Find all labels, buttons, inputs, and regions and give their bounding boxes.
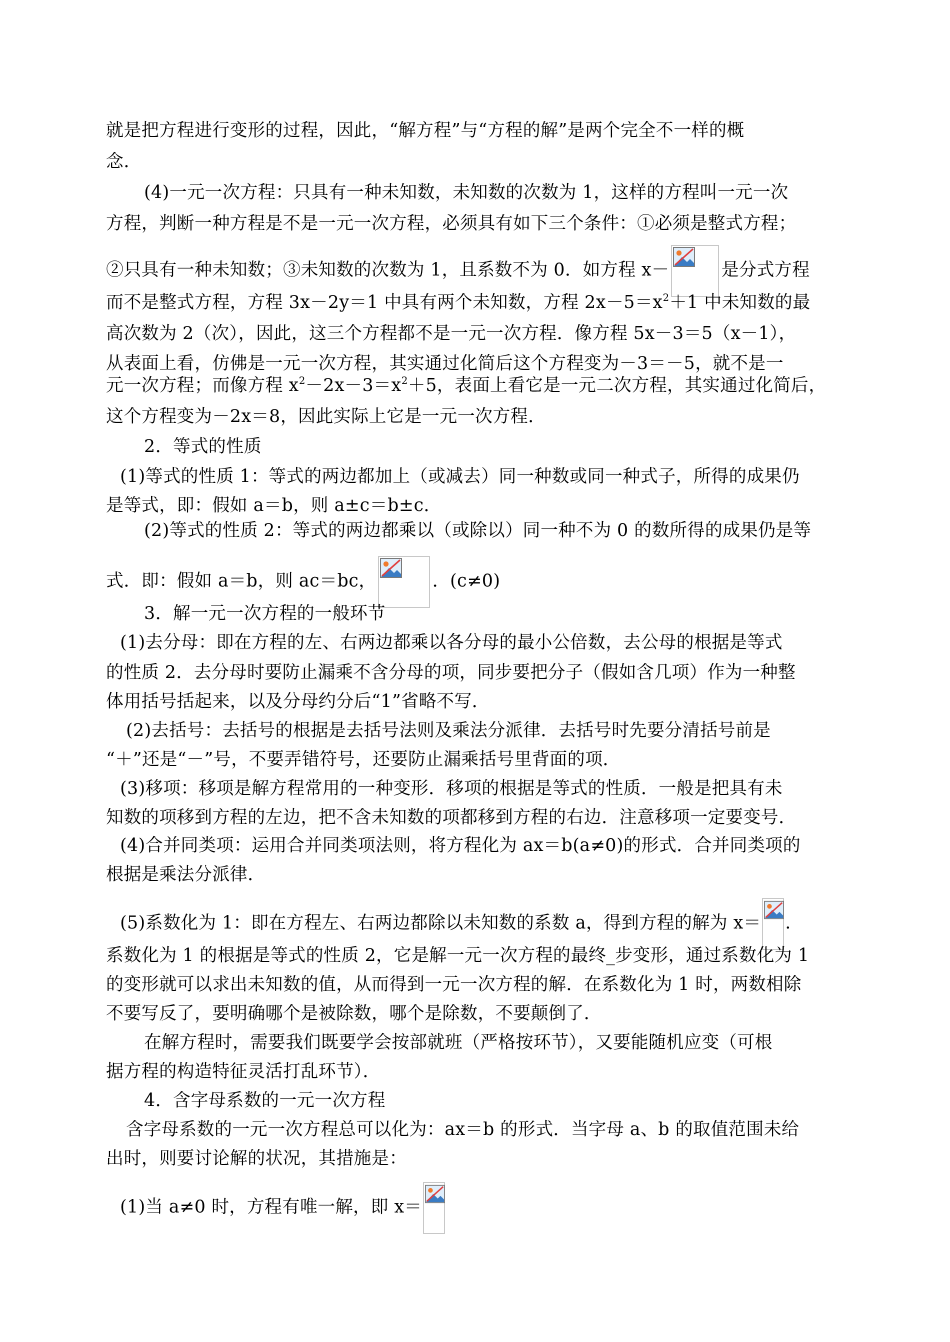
broken-image-icon [423, 1182, 445, 1234]
text-line: 的性质 2．去分母时要防止漏乘不含分母的项，同步要把分子（假如含几项）作为一种整 [106, 663, 796, 683]
text-segment: ．(c≠0) [432, 571, 501, 592]
text-segment: －2x－3＝x [305, 376, 402, 396]
text-line: 就是把方程进行变形的过程，因此，“解方程”与“方程的解”是两个完全不一样的概 [106, 121, 745, 141]
text-line: (2)去括号：去括号的根据是去括号法则及乘法分派律．去括号时先要分清括号前是 [126, 721, 771, 741]
text-segment: ＋5，表面上看它是一元二次方程，其实通过化简后， [407, 376, 827, 396]
text-line: 是等式，即：假如 a＝b，则 a±c＝b±c． [106, 496, 442, 516]
broken-image-icon [671, 245, 719, 297]
text-line: 出时，则要讨论解的状况，其措施是： [106, 1149, 407, 1169]
text-line: 在解方程时，需要我们既要学会按部就班（严格按环节），又要能随机应变（可根 [144, 1033, 773, 1053]
text-line: 不要写反了，要明确哪个是被除数，哪个是除数，不要颠倒了． [106, 1004, 602, 1024]
text-line: 高次数为 2（次），因此，这三个方程都不是一元一次方程．像方程 5x－3＝5（x－1）， [106, 324, 797, 344]
text-line [106, 556, 500, 608]
text-line: 的变形就可以求出未知数的值，从而得到一元一次方程的解．在系数化为 1 时，两数相除 [106, 975, 802, 995]
text-line: (4)合并同类项：运用合并同类项法则，将方程化为 ax＝b(a≠0)的形式．合并同类项的 [120, 836, 801, 856]
text-line: (3)移项：移项是解方程常用的一种变形．移项的根据是等式的性质．一般是把具有未 [120, 779, 783, 799]
broken-image-icon [378, 556, 430, 608]
text-line: 知数的项移到方程的左边，把不含未知数的项都移到方程的右边．注意移项一定要变号． [106, 808, 797, 828]
text-segment: 元一次方程；而像方程 x [106, 376, 299, 396]
text-line [120, 1182, 446, 1234]
text-segment: 式．即：假如 a＝b，则 ac＝bc， [106, 571, 377, 592]
text-line: (2)等式的性质 2：等式的两边都乘以（或除以）同一种不为 0 的数所得的成果仍是等 [144, 521, 812, 541]
text-line: (4)一元一次方程：只具有一种未知数，未知数的次数为 1，这样的方程叫一元一次 [144, 183, 789, 203]
text-line: 这个方程变为－2x＝8，因此实际上它是一元一次方程． [106, 407, 546, 427]
text-segment: . [785, 913, 791, 934]
text-line [106, 291, 810, 315]
text-segment: ②只具有一种未知数；③未知数的次数为 1，且系数不为 0．如方程 x－ [106, 260, 670, 281]
section-heading: 2．等式的性质 [144, 437, 262, 457]
text-line: 根据是乘法分派律． [106, 865, 266, 885]
text-line [106, 374, 826, 398]
text-line [106, 245, 810, 297]
section-heading: 4．含字母系数的一元一次方程 [144, 1091, 386, 1111]
text-line: 体用括号括起来，以及分母约分后“1”省略不写． [106, 692, 490, 712]
text-segment: ＋1 中未知数的最 [669, 293, 811, 313]
text-segment: (1)当 a≠0 时，方程有唯一解，即 x＝ [120, 1197, 422, 1218]
superscript: 2 [401, 376, 408, 388]
text-line: 念． [106, 152, 142, 172]
text-segment: 而不是整式方程，方程 3x－2y＝1 中具有两个未知数，方程 2x－5＝x [106, 293, 663, 313]
text-line: 系数化为 1 的根据是等式的性质 2，它是解一元一次方程的最终_步变形，通过系数化为 1 [106, 946, 810, 966]
text-line: (1)等式的性质 1：等式的两边都加上（或减去）同一种数或同一种式子，所得的成果仍 [120, 467, 800, 487]
text-segment: 是分式方程 [721, 260, 810, 281]
text-line: 方程，判断一种方程是不是一元一次方程，必须具有如下三个条件：①必须是整式方程； [106, 214, 797, 234]
superscript: 2 [662, 293, 670, 305]
text-segment: (5)系数化为 1：即在方程左、右两边都除以未知数的系数 a，得到方程的解为 x＝ [120, 913, 762, 934]
text-line: (1)去分母：即在方程的左、右两边都乘以各分母的最小公倍数，去公母的根据是等式 [120, 633, 783, 653]
section-heading: 3．解一元一次方程的一般环节 [144, 604, 386, 624]
superscript: 2 [298, 376, 306, 388]
text-line [120, 898, 791, 950]
text-line: 含字母系数的一元一次方程总可以化为：ax＝b 的形式．当字母 a、b 的取值范围未给 [126, 1120, 800, 1140]
text-line: 从表面上看，仿佛是一元一次方程，其实通过化简后这个方程变为－3＝－5，就不是一 [106, 354, 784, 374]
broken-image-icon [762, 898, 784, 950]
text-line: 据方程的构造特征灵活打乱环节）． [106, 1062, 381, 1082]
text-line: “＋”还是“－”号，不要弄错符号，还要防止漏乘括号里背面的项． [106, 750, 621, 770]
